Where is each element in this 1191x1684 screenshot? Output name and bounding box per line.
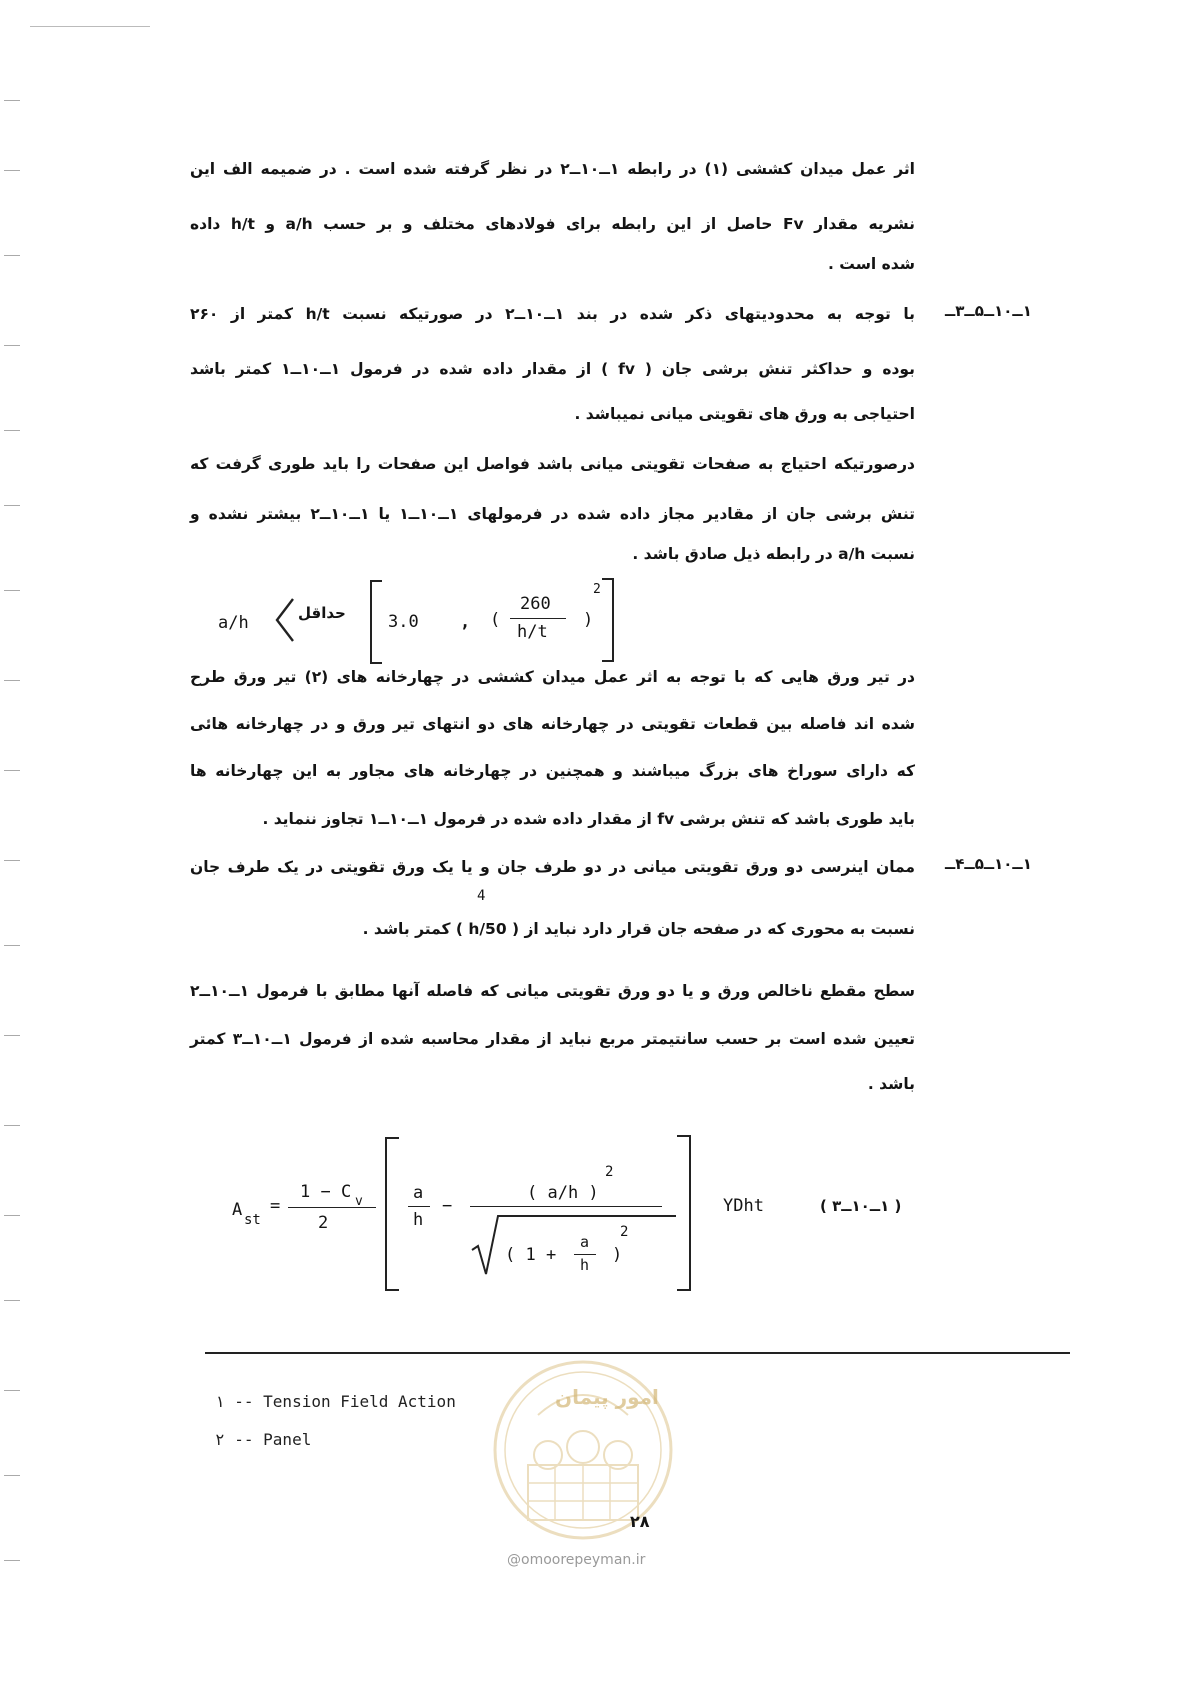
scan-mark (4, 1300, 20, 1301)
formula2-den: 2 (318, 1213, 329, 1233)
formula2-sqrt-close: ) (612, 1245, 623, 1265)
scan-mark (4, 680, 20, 681)
scan-mark (4, 590, 20, 591)
formula2-sqrt-exp: 2 (620, 1224, 629, 1240)
scan-mark (4, 1125, 20, 1126)
section-number-3: ۱ــ۱۰ــ۵ــ۳ــ (945, 302, 1032, 320)
less-than-symbol (273, 595, 297, 645)
s3-line-2: بوده و حداکثر تنش برشی جان ( fv ) از مقدار داده شده در فرمول ۱ــ۱۰ــ۱ کمتر باشد (190, 360, 915, 378)
formula1-word: حداقل (298, 604, 346, 622)
p2-line-3: نسبت a/h در رابطه ذیل صادق باشد . (632, 545, 915, 563)
formula2-ah-bar (408, 1206, 430, 1207)
scan-mark (4, 170, 20, 171)
p2-line-1: درصورتیکه احتیاج به صفحات تقویتی میانی باشد فواصل این صفحات را باید طوری گرفت که (190, 455, 915, 473)
formula2-lhs-sub: st (244, 1212, 261, 1228)
formula2-minus: − (442, 1196, 453, 1216)
s4-exp: 4 (477, 888, 486, 904)
scan-mark (4, 1035, 20, 1036)
scan-mark (4, 1215, 20, 1216)
p2-line-2: تنش برشی جان از مقادیر مجاز داده شده در فرمولهای ۱ــ۱۰ــ۱ یا ۱ــ۱۰ــ۲ بیشتر نشده و (190, 505, 915, 523)
scan-mark (4, 770, 20, 771)
scan-mark (4, 1560, 20, 1561)
p4-line-1: سطح مقطع ناخالص ورق و یا دو ورق تقویتی میانی که فاصله آنها مطابق با فرمول ۱ــ۱۰ــ۲ (190, 982, 915, 1000)
formula1-comma: , (460, 612, 471, 632)
p3-line-1: در تیر ورق هایی که با توجه به اثر عمل میدان کششی در چهارخانه های (۲) تیر ورق طرح (190, 668, 916, 686)
watermark-logo-text: امور پیمان (555, 1385, 659, 1409)
page-number: ۲۸ (630, 1512, 650, 1531)
left-bracket (370, 580, 382, 664)
formula2-h: h (413, 1210, 424, 1230)
p1-line-1: اثر عمل میدان کششی (۱) در رابطه ۱ــ۱۰ــ۲ در نظر گرفته شده است . در ضمیمه الف این (190, 160, 915, 178)
formula1-first: 3.0 (388, 612, 419, 632)
formula2-sqrt-open: ( 1 + (505, 1245, 557, 1265)
p4-line-3: باشد . (867, 1075, 915, 1093)
scan-mark (4, 430, 20, 431)
scan-edge-line (30, 26, 150, 27)
scan-mark (4, 1390, 20, 1391)
formula2-right-bracket (677, 1135, 691, 1291)
formula2-inner-num: ( a/h ) (527, 1183, 599, 1203)
p1-line-3: شده است . (828, 255, 915, 273)
scan-mark (4, 345, 20, 346)
p3-line-4: باید طوری باشد که تنش برشی fv از مقدار داده شده در فرمول ۱ــ۱۰ــ۱ تجاوز ننماید . (262, 810, 915, 828)
formula2-label: ( ۱ــ۱۰ــ۳ ) (820, 1197, 902, 1215)
formula1-open-paren: ( (490, 610, 501, 630)
s4-line-1: ممان اینرسی دو ورق تقویتی میانی در دو طرف جان و یا یک ورق تقویتی در یک طرف جان (190, 858, 915, 876)
scan-mark (4, 945, 20, 946)
s4-line-2: نسبت به محوری که در صفحه جان قرار دارد نباید از ( h/50 ) کمتر باشد . (362, 920, 915, 938)
scan-mark (4, 860, 20, 861)
formula2-sqrt-bar (574, 1254, 596, 1255)
formula1-lhs: a/h (218, 613, 249, 633)
formula2-a: a (413, 1183, 424, 1203)
p1-line-2: نشریه مقدار Fv حاصل از این رابطه برای فولادهای مختلف و بر حسب a/h و h/t داده (190, 215, 915, 233)
formula2-inner-exp: 2 (605, 1164, 614, 1180)
formula1-close-paren: ) (583, 610, 594, 630)
watermark-text: @omoorepeyman.ir (507, 1552, 646, 1568)
formula2-sqrt-h: h (580, 1256, 590, 1274)
formula2-big-bar (470, 1206, 662, 1207)
formula2-num-sub: v (355, 1194, 363, 1209)
scan-mark (4, 1475, 20, 1476)
formula2-main-bar (288, 1207, 376, 1208)
square-root-sign (470, 1212, 680, 1278)
right-bracket (602, 578, 614, 662)
scan-mark (4, 255, 20, 256)
formula1-num: 260 (520, 594, 551, 614)
p4-line-2: تعیین شده است بر حسب سانتیمتر مربع نباید از مقدار محاسبه شده از فرمول ۱ــ۱۰ــ۳ کمتر (190, 1030, 915, 1048)
footnote-2: ۲ -- Panel (215, 1430, 312, 1449)
scan-mark (4, 505, 20, 506)
formula2-num: 1 − C (300, 1182, 352, 1202)
formula1-fraction-bar (510, 618, 566, 619)
formula2-lhs: A (232, 1200, 243, 1220)
footnote-rule (205, 1352, 1070, 1354)
footnote-1: ۱ -- Tension Field Action (215, 1392, 456, 1411)
p3-line-2: شده اند فاصله بین قطعات تقویتی در چهارخانه های دو انتهای تیر ورق و در چهارخانه هائی (190, 715, 915, 733)
scan-mark (4, 100, 20, 101)
s3-line-1: با توجه به محدودیتهای ذکر شده در بند ۱ــ۱۰ــ۲ در صورتیکه نسبت h/t کمتر از ۲۶۰ (190, 305, 915, 323)
formula2-sqrt-a: a (580, 1233, 590, 1251)
s3-line-3: احتیاجی به ورق های تقویتی میانی نمیباشد . (574, 405, 915, 423)
formula2-left-bracket (385, 1137, 399, 1291)
formula1-exp: 2 (593, 582, 601, 597)
formula1-den: h/t (517, 622, 548, 642)
p3-line-3: که دارای سوراخ های بزرگ میباشند و همچنین در چهارخانه های مجاور به این چهارخانه ها (190, 762, 915, 780)
formula2-eq: = (270, 1196, 281, 1216)
section-number-4: ۱ــ۱۰ــ۵ــ۴ــ (945, 855, 1032, 873)
formula2-tail: YDht (723, 1196, 764, 1216)
